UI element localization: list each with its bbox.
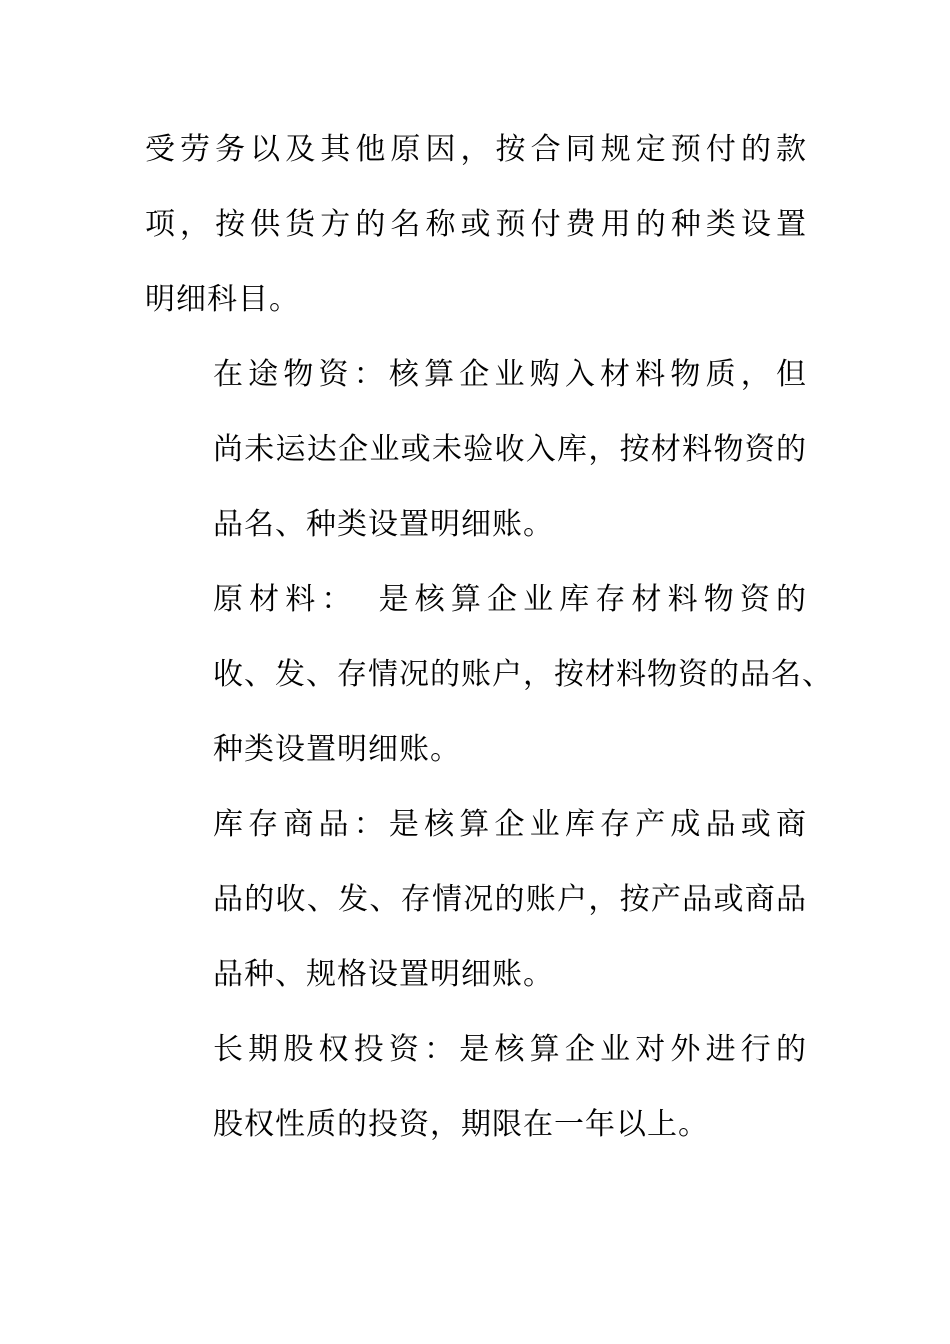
- text-line: 尚未运达企业或未验收入库，按材料物资的: [213, 432, 807, 467]
- paragraph-prepayments: [145, 112, 807, 337]
- text-line: 品种、规格设置明细账。: [213, 957, 554, 992]
- text-line: 品的收、发、存情况的账户，按产品或商品: [213, 882, 807, 917]
- body-text: [145, 112, 833, 1162]
- text-line: 品名、种类设置明细账。: [213, 507, 554, 542]
- paragraph-raw-materials: [145, 562, 833, 787]
- text-line: 明细科目。: [145, 282, 300, 317]
- text-line: 长期股权投资：是核算企业对外进行的: [213, 1032, 807, 1067]
- text-line: 库存商品：是核算企业库存产成品或商: [213, 807, 807, 842]
- paragraph-long-term-equity-investment: [145, 1012, 807, 1162]
- text-line: 在途物资：核算企业购入材料物质，但: [213, 357, 807, 392]
- text-line: 股权性质的投资，期限在一年以上。: [213, 1107, 709, 1142]
- paragraph-inventory-goods: [145, 787, 807, 1012]
- text-line: 种类设置明细账。: [213, 732, 461, 767]
- text-line: 受劳务以及其他原因，按合同规定预付的款: [145, 132, 807, 167]
- text-line: 项，按供货方的名称或预付费用的种类设置: [145, 207, 807, 242]
- paragraph-goods-in-transit: [145, 337, 807, 562]
- text-line: 收、发、存情况的账户，按材料物资的品名、: [213, 657, 833, 692]
- text-line: 原材料： 是核算企业库存材料物资的: [213, 582, 807, 617]
